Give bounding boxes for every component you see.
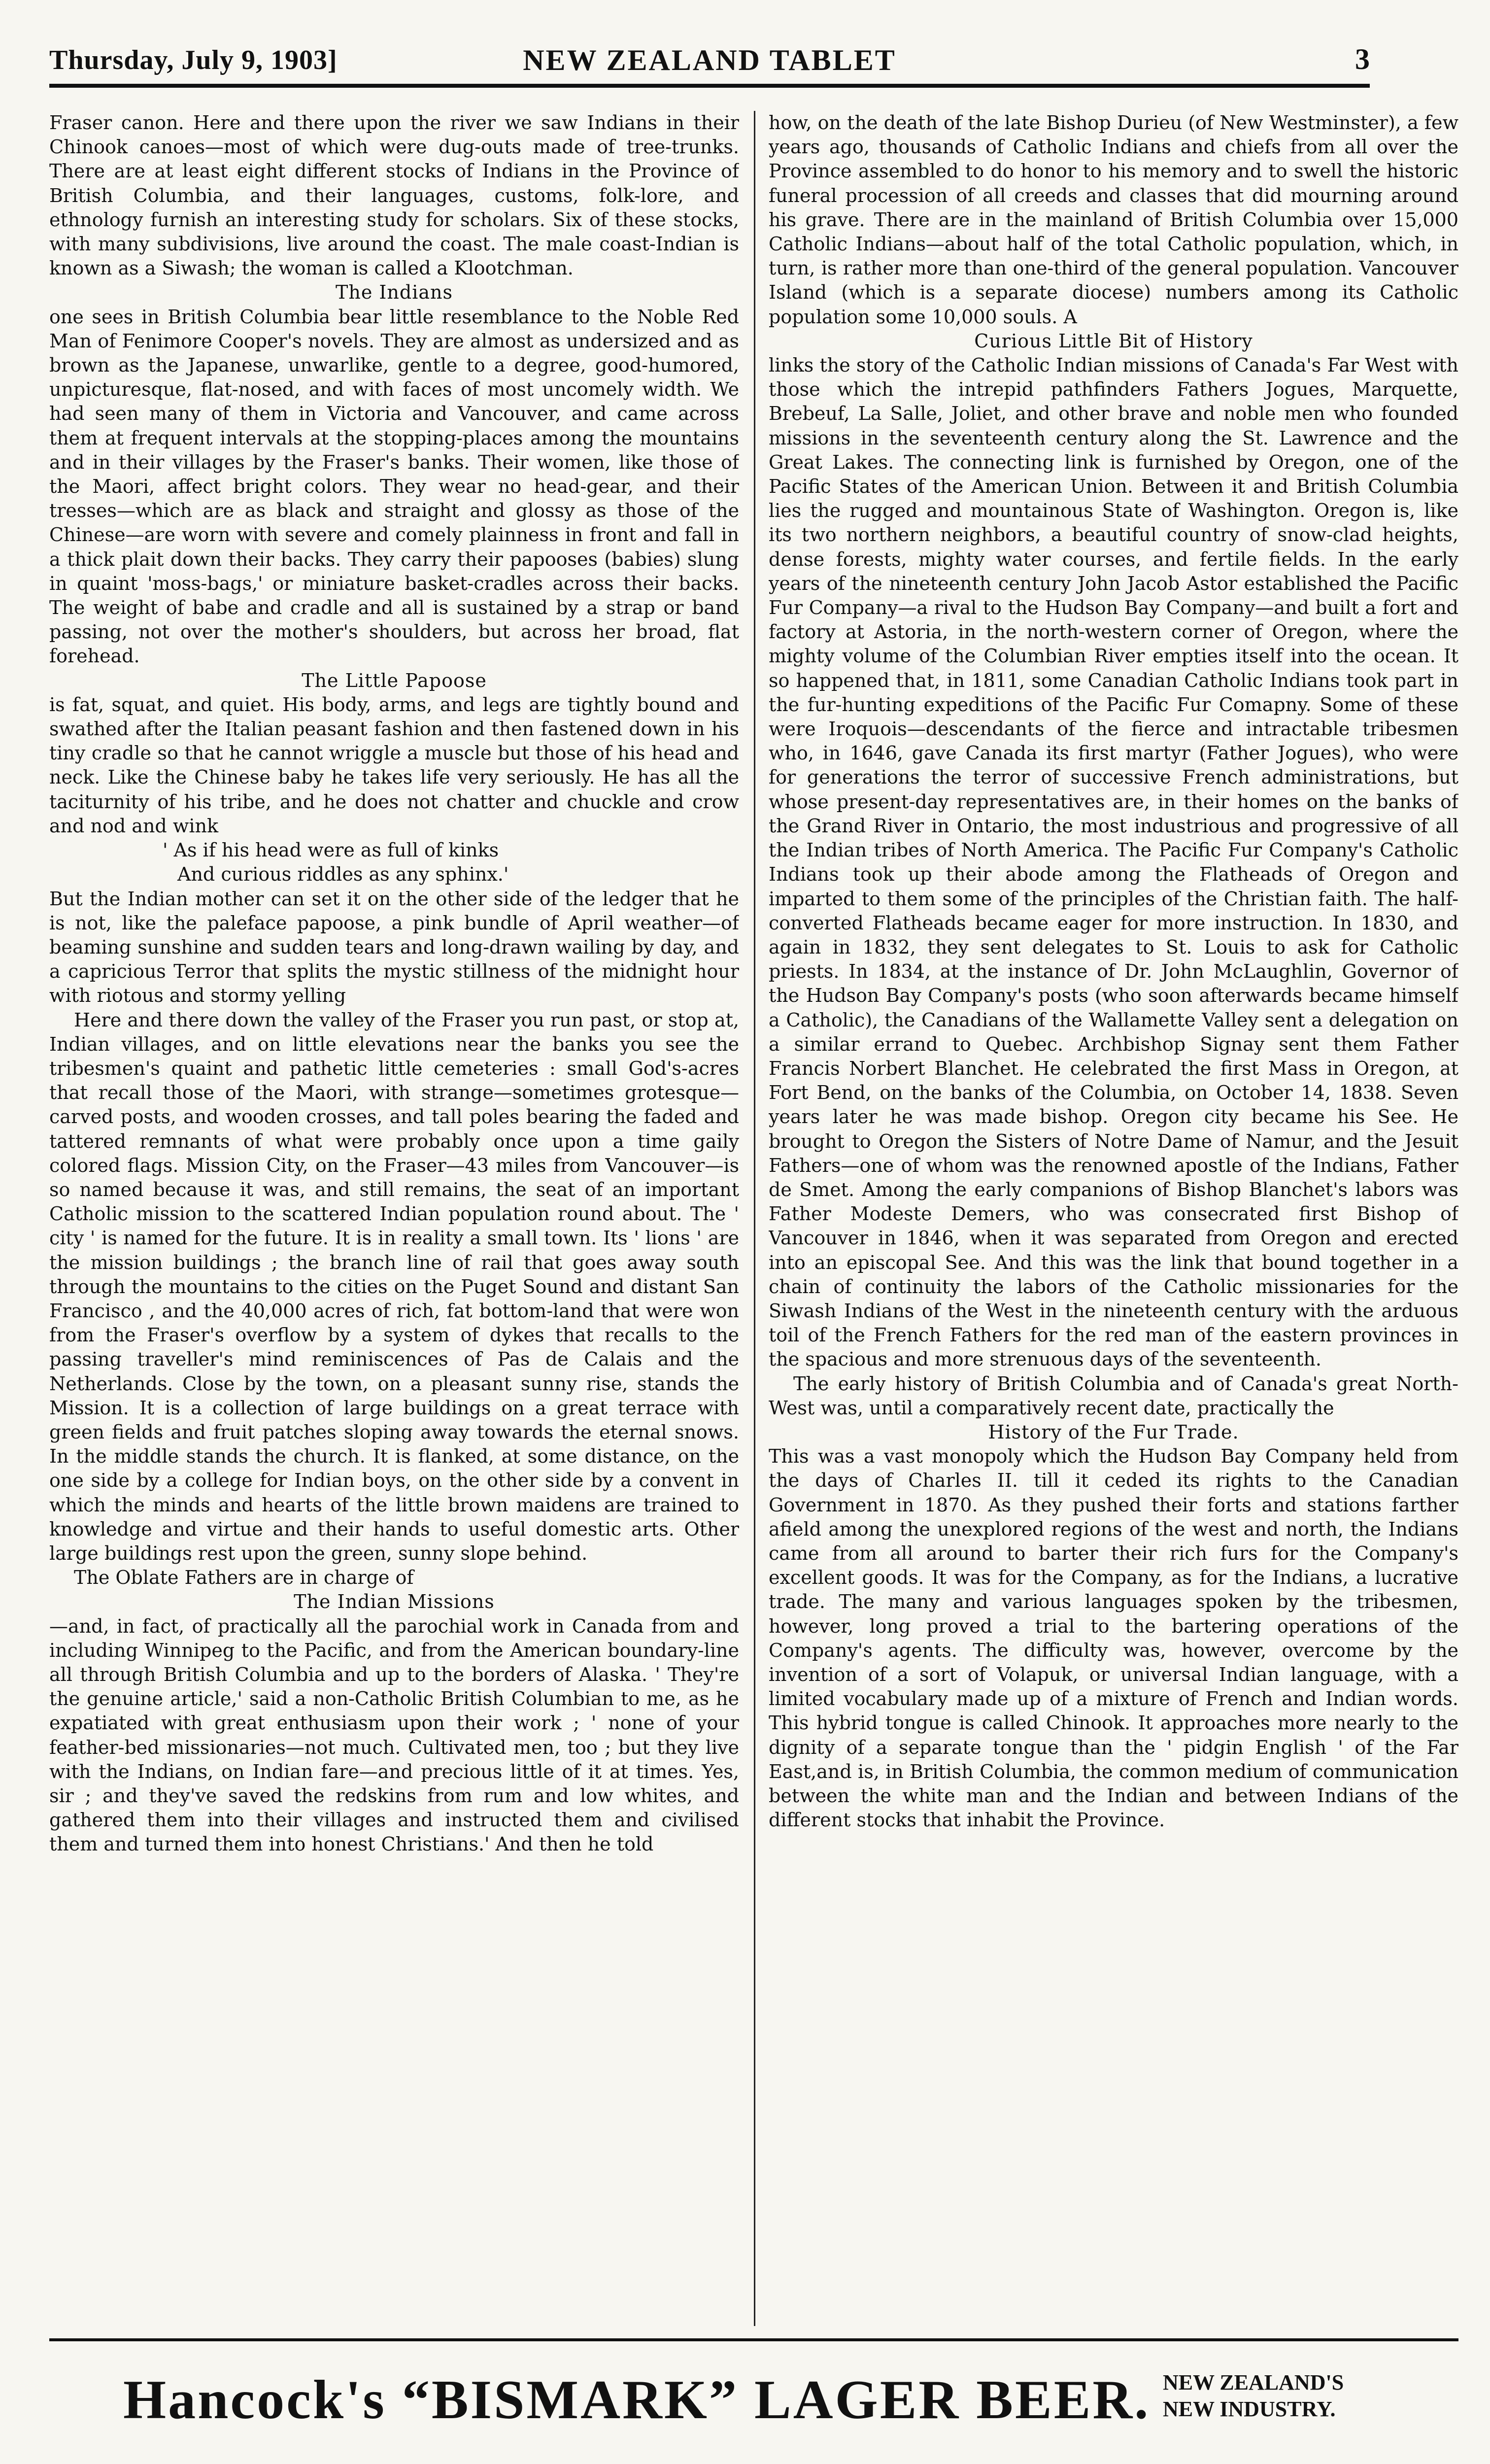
paragraph: how, on the death of the late Bishop Durieu (of New Westminster), a few years ago, thousands of Catholic Indians and chiefs from all over the Province assembled to do honor to his memory and to swell the historic funeral procession of all creeds and classes that did mourning around his grave. There are in the mainland of British Columbia over 15,000 Catholic Indians—about half of the total Catholic population, which, in turn, is rather more than one-third of the general population. Vancouver Island (which is a separate diocese) numbers among its Catholic population some 10,000 souls. A [769, 112, 1458, 328]
footer-rule [49, 2338, 1458, 2341]
verse-line: And curious riddles as any sphinx.' [177, 863, 509, 886]
advertisement-tagline [1163, 2369, 1344, 2423]
section-heading: The Little Papoose [302, 669, 487, 691]
issue-date: Thursday, July 9, 1903] [49, 45, 338, 75]
paragraph: The Oblate Fathers are in charge of [74, 1567, 414, 1589]
verse-quote [49, 838, 739, 887]
right-column [769, 111, 1458, 2326]
section-heading: Curious Little Bit of History [974, 330, 1253, 352]
left-column [49, 111, 739, 2326]
tagline-line: NEW ZEALAND'S [1163, 2370, 1344, 2395]
advertisement-text: Hancock's “BISMARK” LAGER BEER. [123, 2369, 1151, 2430]
paragraph: But the Indian mother can set it on the other side of the ledger that he is not, like the paleface papoose, a pink bundle of April weather—of beaming sunshine and sudden tears and long-drawn wailing by day, and a capricious Terror that splits the mystic stillness of the midnight hour with riotous and stormy yelling [49, 888, 739, 1007]
paragraph: Here and there down the valley of the Fraser you run past, or stop at, Indian villages, and on little elevations near the banks you see the tribesmen's quaint and pathetic little cemeteries : small God's-acres that recall those of the Maori, with strange—sometimes grotesque—carved posts, and wooden crosses, and tall poles bearing the faded and tattered remnants of what were probably once upon a time gaily colored flags. Mission City, on the Fraser—43 miles from Vancouver—is so named because it was, and still remains, the seat of an important Catholic mission to the scattered Indian population round about. The ' city ' is named for the future. It is in reality a small town. Its ' lions ' are the mission buildings ; the branch line of rail that goes away south through the mountains to the cities on the Puget Sound and distant San Francisco , and the 40,000 acres of rich, fat bottom-land that were won from the Fraser's overflow by a system of dykes that recalls to the passing traveller's mind reminiscences of Pas de Calais and the Netherlands. Close by the town, on a pleasant sunny rise, stands the Mission. It is a collection of large buildings on a great terrace with green fields and fruit patches sloping away towards the eternal snows. In the middle stands the church. It is flanked, at some distance, on the one side by a college for Indian boys, on the other side by a convent in which the minds and hearts of the little brown maidens are trained to knowledge and virtue and their hands to useful domestic arts. Other large buildings rest upon the green, sunny slope behind. [49, 1009, 739, 1564]
paragraph: —and, in fact, of practically all the parochial work in Canada from and including Winnipeg to the Pacific, and from the American boundary-line all through British Columbia and up to the borders of Alaska. ' They're the genuine article,' said a non-Catholic British Columbian to me, as he expatiated with great enthusiasm upon their work ; ' none of your feather-bed missionaries—not much. Cultivated men, too ; but they live with the Indians, on Indian fare—and precious little of it at times. Yes, sir ; and they've saved the redskins from rum and low whites, and gathered them into their villages and instructed them and civilised them and turned them into honest Christians.' And then he told [49, 1615, 739, 1855]
tagline-line: NEW INDUSTRY. [1163, 2397, 1336, 2421]
paragraph: links the story of the Catholic Indian missions of Canada's Far West with those which the intrepid pathfinders Fathers Jogues, Marquette, Brebeuf, La Salle, Joliet, and other brave and noble men who founded missions in the seventeenth century along the St. Lawrence and the Great Lakes. The connecting link is furnished by Oregon, one of the Pacific States of the American Union. Between it and British Columbia lies the rugged and mountainous State of Washington. Oregon is, like its two northern neighbors, a beautiful country of snow-clad heights, dense forests, mighty water courses, and fertile fields. In the early years of the nineteenth century John Jacob Astor established the Pacific Fur Company—a rival to the Hudson Bay Company—and built a fort and factory at Astoria, in the north-western corner of Oregon, where the mighty volume of the Columbian River empties itself into the ocean. It so happened that, in 1811, some Canadian Catholic Indians took part in the fur-hunting expeditions of the Pacific Fur Comapny. Some of these were Iroquois—descendants of the fierce and intractable tribesmen who, in 1646, gave Canada its first martyr (Father Jogues), who were for generations the terror of successive French administrations, but whose present-day representatives are, in their homes on the banks of the Grand River in Ontario, the most industrious and progressive of all the Indian tribes of North America. The Pacific Fur Company's Catholic Indians took up their abode among the Flatheads of Oregon and imparted to them some of the principles of the Christian faith. The half-converted Flatheads became eager for more instruction. In 1830, and again in 1832, they sent delegates to St. Louis to ask for Catholic priests. In 1834, at the instance of Dr. John McLaughlin, Governor of the Hudson Bay Company's posts (who soon afterwards became himself a Catholic), the Canadians of the Wallamette Valley sent a delegation on a similar errand to Quebec. Archbishop Signay sent them Father Francis Norbert Blanchet. He celebrated the first Mass in Oregon, at Fort Bend, on the banks of the Columbia, on October 14, 1838. Seven years later he was made bishop. Oregon city became his See. He brought to Oregon the Sisters of Notre Dame of Namur, and the Jesuit Fathers—one of whom was the renowned apostle of the Indians, Father de Smet. Among the early companions of Bishop Blanchet's labors was Father Modeste Demers, who was consecrated first Bishop of Vancouver in 1846, when it was separated from Oregon and erected into an episcopal See. And this was the link that bound together in a chain of continuity the labors of the Catholic missionaries for the Siwash Indians of the West in the nineteenth century with the arduous toil of the French Fathers for the red man of the eastern provinces in the spacious and more strenuous days of the seventeenth. [769, 354, 1458, 1370]
column-divider [754, 111, 755, 2326]
page-header [49, 30, 1370, 88]
section-heading: The Indian Missions [294, 1591, 495, 1613]
paragraph: This was a vast monopoly which the Hudson Bay Company held from the days of Charles II. till it ceded its rights to the Canadian Government in 1870. As they pushed their forts and stations farther afield among the unexplored regions of the west and north, the Indians came from all around to barter their rich furs for the Company's excellent goods. It was for the Company, as for the Indians, a lucrative trade. The many and various languages spoken by the tribesmen, however, long proved a trial to the bartering operations of the Company's agents. The difficulty was, however, overcome by the invention of a sort of Volapuk, or universal Indian language, with a limited vocabulary made up of a mixture of French and Indian words. This hybrid tongue is called Chinook. It approaches more nearly to the dignity of a separate tongue than the ' pidgin English ' of the Far East,and is, in British Columbia, the common medium of communication between the white man and the Indian and between Indians of the different stocks that inhabit the Province. [769, 1445, 1458, 1831]
section-heading: The Indians [336, 281, 453, 304]
masthead-title: NEW ZEALAND TABLET [523, 44, 896, 76]
paragraph: is fat, squat, and quiet. His body, arms, and legs are tightly bound and swathed after the Italian peasant fashion and then fastened down in his tiny cradle so that he cannot wriggle a muscle but those of his head and neck. Like the Chinese baby he takes life very seriously. He has all the taciturnity of his tribe, and he does not chatter and chuckle and crow and nod and wink [49, 693, 739, 837]
section-heading: History of the Fur Trade. [988, 1421, 1239, 1443]
paragraph: Fraser canon. Here and there upon the river we saw Indians in their Chinook canoes—most of which were dug-outs made of tree-trunks. There are at least eight different stocks of Indians in the Province of British Columbia, and their languages, customs, folk-lore, and ethnology furnish an interesting study for scholars. Six of these stocks, with many subdivisions, live around the coast. The male coast-Indian is known as a Siwash; the woman is called a Klootchman. [49, 112, 739, 279]
page-number: 3 [1355, 43, 1370, 75]
paragraph: The early history of British Columbia and of Canada's great North-West was, until a comparatively recent date, practically the [769, 1372, 1458, 1419]
advertisement-banner [89, 2356, 1449, 2439]
verse-line: ' As if his head were as full of kinks [163, 839, 499, 861]
paragraph: one sees in British Columbia bear little resemblance to the Noble Red Man of Fenimore Cooper's novels. They are almost as undersized and as brown as the Japanese, unwarlike, gentle to a degree, good-humored, unpicturesque, flat-nosed, and with faces of most uncomely width. We had seen many of them in Victoria and Vancouver, and came across them at frequent intervals at the stopping-places among the mountains and in their villages by the Fraser's banks. Their women, like those of the Maori, affect bright colors. They wear no head-gear, and their tresses—which are as black and straight and glossy as those of the Chinese—are worn with severe and comely plainness in front and fall in a thick plait down their backs. They carry their papooses (babies) slung in quaint 'moss-bags,' or miniature basket-cradles across their backs. The weight of babe and cradle and all is sustained by a strap or band passing, not over the mother's shoulders, but across her broad, flat forehead. [49, 306, 739, 667]
